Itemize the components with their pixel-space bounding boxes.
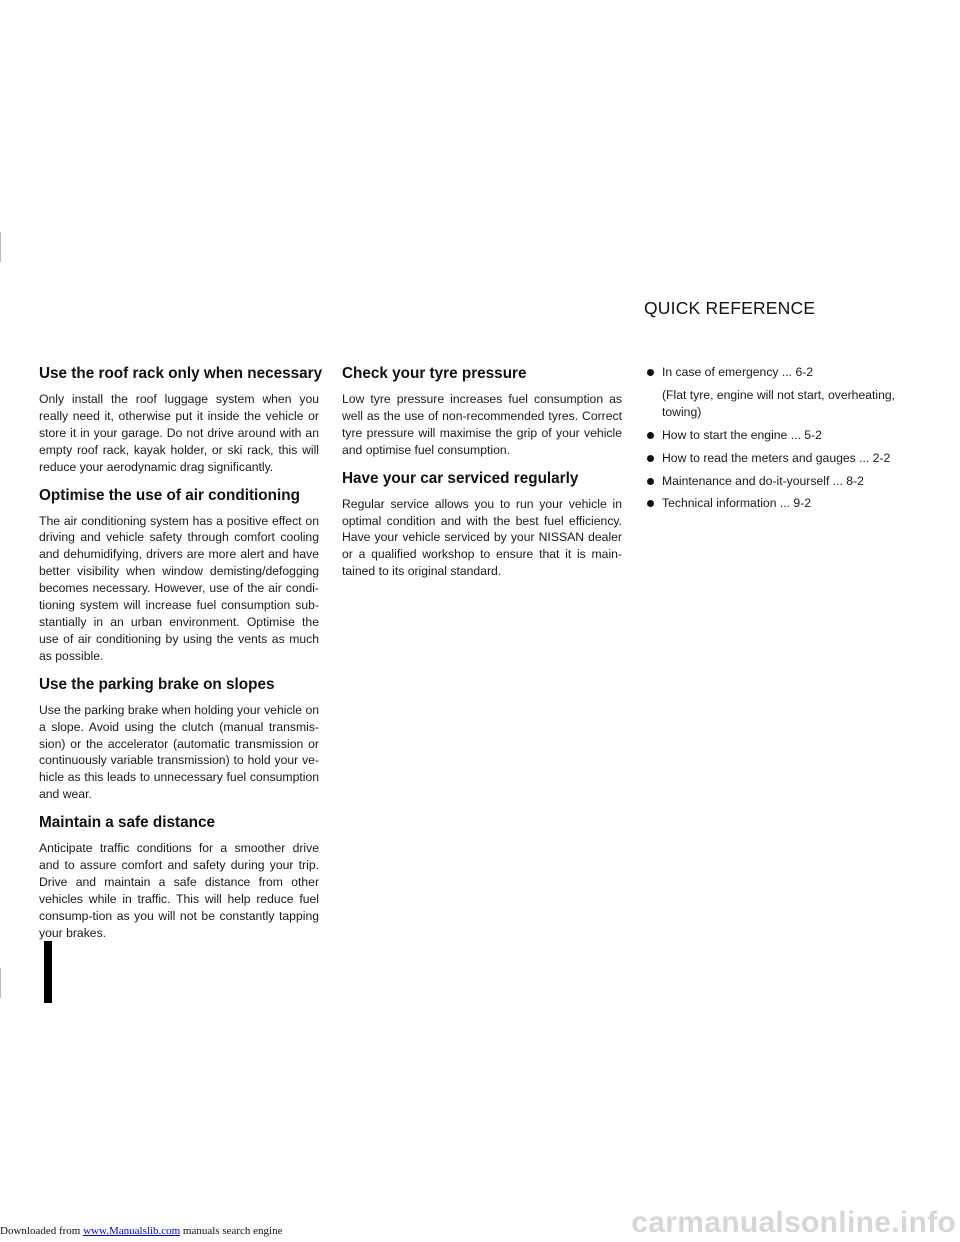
list-item bbox=[644, 495, 914, 512]
bullet-icon bbox=[647, 432, 654, 439]
left-column bbox=[39, 364, 323, 952]
middle-column bbox=[342, 364, 622, 590]
section-body-servicing: Regular service allows you to run your vehicle in optimal condition and with the best fuel efficiency. Have your vehicle serviced by your NISSAN dealer or a qualified workshop to ensure that it is main-tained to its original standard. bbox=[342, 496, 622, 579]
list-item-label: How to start the engine ... 5-2 bbox=[662, 427, 822, 442]
list-item bbox=[644, 450, 914, 467]
list-item bbox=[644, 427, 914, 444]
section-title-roof-rack: Use the roof rack only when necessary bbox=[39, 365, 323, 382]
section-body-tyre-pressure: Low tyre pressure increases fuel consumption as well as the use of non-recommended tyres. Correct tyre pressure will maximise the grip of your vehicle and optimise fuel consumption. bbox=[342, 392, 622, 457]
bullet-icon bbox=[647, 478, 654, 485]
crop-mark bbox=[0, 968, 1, 998]
list-item-label: Maintenance and do-it-yourself ... 8-2 bbox=[662, 473, 864, 488]
bullet-icon bbox=[647, 500, 654, 507]
section-header: QUICK REFERENCE bbox=[644, 298, 816, 318]
section-title-air-conditioning: Optimise the use of air conditioning bbox=[39, 486, 300, 504]
quick-reference-list bbox=[644, 364, 914, 518]
section-body-air-conditioning: The air conditioning system has a positive effect on driving and vehicle safety through comfort cooling and dehumidifying, drivers are more alert and have better visibility when window demisting/defogging becomes necessary. However, use of the air condi-tioning system will increase fuel consumption sub-stantially in an urban environment. Optimise the use of air conditioning by using the vents as much as possible. bbox=[39, 513, 319, 663]
section-title-parking-brake: Use the parking brake on slopes bbox=[39, 675, 275, 693]
list-item-label: In case of emergency ... 6-2 bbox=[662, 365, 814, 379]
footer-suffix: manuals search engine bbox=[182, 1225, 283, 1237]
download-footer bbox=[0, 1225, 282, 1237]
list-item-label: How to read the meters and gauges ... 2-2 bbox=[662, 450, 891, 465]
bullet-icon bbox=[647, 455, 654, 462]
section-title-safe-distance: Maintain a safe distance bbox=[39, 814, 215, 832]
list-item-label: Technical information ... 9-2 bbox=[662, 496, 812, 511]
crop-mark bbox=[0, 232, 1, 262]
bullet-icon bbox=[647, 369, 654, 376]
list-item bbox=[644, 473, 914, 490]
section-title-servicing: Have your car serviced regularly bbox=[342, 469, 579, 487]
chapter-tab-marker bbox=[44, 941, 52, 1003]
list-item bbox=[644, 364, 914, 381]
section-body-safe-distance: Anticipate traffic conditions for a smoother drive and to assure comfort and safety during your trip. Drive and maintain a safe distance from other vehicles while in traffic. This will help reduce fuel consump-tion as you will not be constantly tapping your brakes. bbox=[39, 841, 319, 940]
section-title-tyre-pressure: Check your tyre pressure bbox=[342, 365, 527, 382]
section-body-parking-brake: Use the parking brake when holding your vehicle on a slope. Avoid using the clutch (manual transmis-sion) or the accelerator (automatic transmission or continuously variable transmission) to hold your ve-hicle as this leads to unnecessary fuel consumption and wear. bbox=[39, 702, 319, 802]
footer-prefix: Downloaded from bbox=[0, 1225, 81, 1237]
emergency-note: (Flat tyre, engine will not start, overheating, towing) bbox=[662, 387, 896, 419]
manualslib-link[interactable]: www.Manualslib.com bbox=[83, 1225, 181, 1237]
watermark: carmanualsonline.info bbox=[631, 1206, 956, 1239]
section-body-roof-rack: Only install the roof luggage system when you really need it, otherwise put it inside the vehicle or store it in your garage. Do not drive around with an empty roof rack, kayak holder, or ski rack, this will reduce your aerodynamic drag significantly. bbox=[39, 392, 319, 474]
